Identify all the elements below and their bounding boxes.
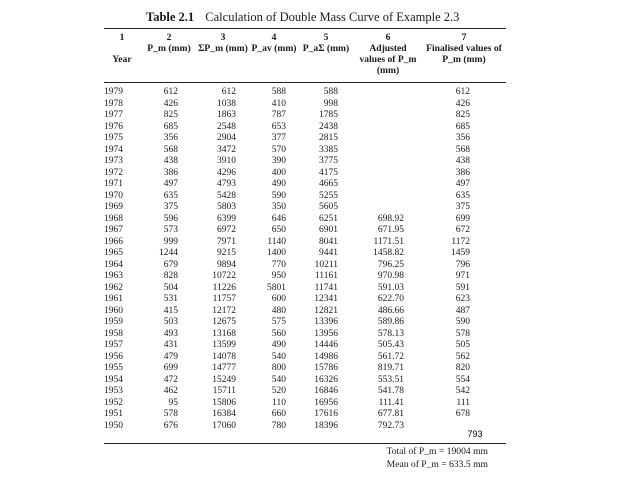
top-rule — [104, 28, 506, 29]
cell-sum-pm: 16384 — [212, 409, 236, 419]
cell-sum-pm: 3472 — [217, 144, 236, 155]
table-row — [104, 317, 506, 329]
cell-finalised: 612 — [455, 87, 470, 97]
cell-finalised: 505 — [455, 340, 470, 350]
cell-adjusted: 819.71 — [377, 363, 404, 373]
cell-year: 1961 — [104, 294, 123, 304]
cell-pm: 415 — [163, 305, 178, 316]
cell-sum-pm: 6972 — [217, 225, 236, 235]
cell-sum-pm: 12675 — [212, 317, 236, 327]
cell-pav: 400 — [271, 167, 286, 178]
cell-pm: 375 — [163, 202, 178, 212]
cell-pm: 825 — [163, 110, 178, 120]
cell-sum-pm: 10722 — [212, 271, 236, 281]
cell-pa-sum: 4665 — [319, 179, 338, 189]
cell-adjusted: 792.73 — [377, 420, 404, 431]
cell-year: 1964 — [104, 259, 123, 270]
cell-sum-pm: 17060 — [212, 420, 236, 431]
cell-pav: 800 — [271, 363, 286, 373]
col-header-pa-sum: 5 P_aΣ (mm) — [302, 32, 350, 54]
cell-year: 1979 — [104, 87, 123, 97]
cell-pa-sum: 588 — [323, 87, 338, 97]
cell-pa-sum: 16326 — [314, 374, 338, 385]
table-row — [104, 283, 506, 295]
cell-sum-pm: 15806 — [212, 397, 236, 408]
cell-pa-sum: 17616 — [314, 409, 338, 419]
cell-pav: 600 — [271, 294, 286, 304]
cell-adjusted: 1171.51 — [373, 236, 404, 247]
cell-pa-sum: 12341 — [314, 294, 338, 304]
cell-sum-pm: 11757 — [212, 294, 236, 304]
cell-year: 1967 — [104, 225, 123, 235]
cell-pm: 531 — [163, 294, 178, 304]
cell-adjusted: 578.13 — [377, 328, 404, 339]
table-row — [104, 191, 506, 203]
col-header-pm: 2 P_m (mm) — [147, 32, 191, 54]
cell-pa-sum: 5605 — [319, 202, 338, 212]
footer-total: Total of P_m = 19004 mm — [386, 446, 488, 457]
cell-finalised: 562 — [455, 351, 470, 362]
cell-year: 1974 — [104, 144, 123, 155]
cell-year: 1960 — [104, 305, 123, 316]
cell-pav: 350 — [271, 202, 286, 212]
cell-sum-pm: 14777 — [212, 363, 236, 373]
cell-pav: 575 — [271, 317, 286, 327]
cell-year: 1956 — [104, 351, 123, 362]
cell-sum-pm: 14078 — [212, 351, 236, 362]
cell-pav: 490 — [271, 340, 286, 350]
table-row — [104, 375, 506, 387]
cell-pav: 480 — [271, 305, 286, 316]
cell-year: 1975 — [104, 133, 123, 143]
cell-year: 1962 — [104, 282, 123, 293]
cell-year: 1976 — [104, 121, 123, 132]
cell-pav: 490 — [271, 179, 286, 189]
cell-finalised: 497 — [455, 179, 470, 189]
table-row — [104, 329, 506, 341]
cell-finalised: 1172 — [451, 236, 470, 247]
table-body — [104, 87, 506, 432]
table-row — [104, 248, 506, 260]
table-row — [104, 179, 506, 191]
cell-adjusted: 671.95 — [377, 225, 404, 235]
cell-finalised: 111 — [456, 397, 470, 408]
cell-finalised: 578 — [455, 328, 470, 339]
col-header-pav: 4 P_av (mm) — [251, 32, 297, 54]
cell-year: 1978 — [104, 98, 123, 109]
cell-finalised: 542 — [455, 386, 470, 396]
table-row — [104, 99, 506, 111]
table-row — [104, 271, 506, 283]
table-row — [104, 363, 506, 375]
cell-finalised: 678 — [455, 409, 470, 419]
cell-year: 1970 — [104, 190, 123, 201]
cell-pa-sum: 16846 — [314, 386, 338, 396]
cell-adjusted: 1458.82 — [373, 248, 404, 258]
cell-finalised: 623 — [455, 294, 470, 304]
cell-year: 1950 — [104, 420, 123, 431]
table-row — [104, 398, 506, 410]
cell-sum-pm: 2904 — [217, 133, 236, 143]
cell-sum-pm: 7971 — [217, 236, 236, 247]
cell-sum-pm: 4296 — [217, 167, 236, 178]
table-row — [104, 122, 506, 134]
cell-pm: 1244 — [159, 248, 178, 258]
col-header-finalised: 7 Finalised values of P_m (mm) — [426, 32, 502, 65]
table-row — [104, 409, 506, 421]
cell-pav: 540 — [271, 351, 286, 362]
cell-pm: 356 — [163, 133, 178, 143]
cell-pa-sum: 998 — [323, 98, 338, 109]
cell-adjusted: 591.03 — [377, 282, 404, 293]
cell-finalised: 825 — [455, 110, 470, 120]
cell-adjusted: 486.66 — [377, 305, 404, 316]
cell-year: 1963 — [104, 271, 123, 281]
cell-pm: 596 — [163, 213, 178, 224]
table-row — [104, 260, 506, 272]
cell-pav: 770 — [271, 259, 286, 270]
cell-sum-pm: 1038 — [217, 98, 236, 109]
cell-pa-sum: 11161 — [314, 271, 338, 281]
cell-finalised: 438 — [455, 156, 470, 166]
cell-adjusted: 796.25 — [377, 259, 404, 270]
table-row — [104, 156, 506, 168]
cell-pm: 828 — [163, 271, 178, 281]
cell-pav: 540 — [271, 374, 286, 385]
cell-pa-sum: 16956 — [314, 397, 338, 408]
cell-pav: 590 — [271, 190, 286, 201]
cell-finalised: 568 — [455, 144, 470, 155]
cell-pa-sum: 13956 — [314, 328, 338, 339]
cell-pa-sum: 2438 — [319, 121, 338, 132]
cell-adjusted: 553.51 — [377, 374, 404, 385]
cell-finalised: 635 — [455, 190, 470, 201]
cell-pm: 493 — [163, 328, 178, 339]
cell-pm: 503 — [163, 317, 178, 327]
cell-pav: 570 — [271, 144, 286, 155]
cell-adjusted: 970.98 — [377, 271, 404, 281]
cell-year: 1958 — [104, 328, 123, 339]
cell-year: 1977 — [104, 110, 123, 120]
cell-pm: 426 — [163, 98, 178, 109]
cell-pm: 497 — [163, 179, 178, 189]
col-header-adjusted: 6 Adjusted values of P_m (mm) — [359, 32, 417, 76]
cell-sum-pm: 13599 — [212, 340, 236, 350]
table-row — [104, 214, 506, 226]
cell-finalised: 356 — [455, 133, 470, 143]
table-row — [104, 168, 506, 180]
cell-sum-pm: 612 — [221, 87, 236, 97]
cell-pm: 479 — [163, 351, 178, 362]
cell-adjusted: 505.43 — [377, 340, 404, 350]
footer-mean: Mean of P_m = 633.5 mm — [386, 459, 488, 470]
table-row — [104, 421, 506, 433]
cell-adjusted: 622.70 — [377, 294, 404, 304]
table-row — [104, 352, 506, 364]
cell-year: 1973 — [104, 156, 123, 166]
cell-pav: 377 — [271, 133, 286, 143]
cell-pa-sum: 10211 — [314, 259, 338, 270]
table-row — [104, 237, 506, 249]
cell-sum-pm: 4793 — [217, 179, 236, 189]
cell-year: 1971 — [104, 179, 123, 189]
cell-adjusted: 698.92 — [377, 213, 404, 224]
cell-adjusted: 589.86 — [377, 317, 404, 327]
table-row — [104, 202, 506, 214]
cell-pm: 472 — [163, 374, 178, 385]
table-number: Table 2.1 — [146, 10, 195, 24]
table-caption: Calculation of Double Mass Curve of Example 2.3 — [205, 10, 460, 24]
cell-sum-pm: 11226 — [212, 282, 236, 293]
cell-year: 1966 — [104, 236, 123, 247]
cell-finalised: 591 — [455, 282, 470, 293]
cell-finalised: 820 — [455, 363, 470, 373]
cell-pav: 390 — [271, 156, 286, 166]
cell-finalised: 796 — [455, 259, 470, 270]
cell-year: 1968 — [104, 213, 123, 224]
cell-year: 1972 — [104, 167, 123, 178]
cell-pm: 573 — [163, 225, 178, 235]
cell-pa-sum: 11741 — [314, 282, 338, 293]
cell-pav: 5801 — [267, 282, 286, 293]
cell-pav: 653 — [271, 121, 286, 132]
cell-pa-sum: 1785 — [319, 110, 338, 120]
cell-adjusted: 677.81 — [377, 409, 404, 419]
cell-pa-sum: 14446 — [314, 340, 338, 350]
cell-pa-sum: 2815 — [319, 133, 338, 143]
cell-pav: 646 — [271, 213, 286, 224]
cell-sum-pm: 5803 — [217, 202, 236, 212]
cell-pm: 685 — [163, 121, 178, 132]
cell-adjusted: 541.78 — [377, 386, 404, 396]
cell-pa-sum: 15786 — [314, 363, 338, 373]
cell-year: 1955 — [104, 363, 123, 373]
table-row — [104, 145, 506, 157]
cell-pm: 612 — [163, 87, 178, 97]
cell-pav: 660 — [271, 409, 286, 419]
cell-year: 1959 — [104, 317, 123, 327]
cell-pa-sum: 6901 — [319, 225, 338, 235]
cell-year: 1952 — [104, 397, 123, 408]
cell-finalised: 386 — [455, 167, 470, 178]
cell-pm: 95 — [168, 397, 178, 408]
table-row — [104, 225, 506, 237]
cell-pa-sum: 18396 — [314, 420, 338, 431]
cell-finalised: 685 — [455, 121, 470, 132]
cell-finalised: 426 — [455, 98, 470, 109]
cell-sum-pm: 9215 — [217, 248, 236, 258]
cell-pa-sum: 9441 — [319, 248, 338, 258]
table-row — [104, 294, 506, 306]
cell-pa-sum: 13396 — [314, 317, 338, 327]
cell-finalised: 590 — [455, 317, 470, 327]
cell-pm: 676 — [163, 420, 178, 431]
cell-finalised: 1459 — [451, 248, 470, 258]
cell-pm: 438 — [163, 156, 178, 166]
table-title — [146, 10, 459, 25]
cell-pm: 431 — [163, 340, 178, 350]
cell-adjusted: 111.41 — [378, 397, 404, 408]
cell-year: 1969 — [104, 202, 123, 212]
overlay-value-box: 793 — [451, 428, 499, 441]
cell-sum-pm: 1863 — [217, 110, 236, 120]
cell-pav: 560 — [271, 328, 286, 339]
cell-pm: 635 — [163, 190, 178, 201]
cell-year: 1951 — [104, 409, 123, 419]
bottom-rule — [104, 443, 506, 444]
table-row — [104, 110, 506, 122]
header-rule — [104, 82, 506, 83]
cell-pm: 578 — [163, 409, 178, 419]
cell-sum-pm: 2548 — [217, 121, 236, 132]
cell-year: 1965 — [104, 248, 123, 258]
cell-pa-sum: 8041 — [319, 236, 338, 247]
cell-sum-pm: 12172 — [212, 305, 236, 316]
table-row — [104, 386, 506, 398]
cell-finalised: 699 — [455, 213, 470, 224]
cell-pa-sum: 6251 — [319, 213, 338, 224]
cell-pav: 588 — [271, 87, 286, 97]
cell-pa-sum: 4175 — [319, 167, 338, 178]
cell-pav: 1400 — [267, 248, 286, 258]
cell-pm: 462 — [163, 386, 178, 396]
cell-finalised: 375 — [455, 202, 470, 212]
cell-pa-sum: 5255 — [319, 190, 338, 201]
cell-finalised: 487 — [455, 305, 470, 316]
cell-year: 1954 — [104, 374, 123, 385]
cell-pm: 679 — [163, 259, 178, 270]
cell-pa-sum: 3385 — [319, 144, 338, 155]
cell-pav: 520 — [271, 386, 286, 396]
cell-sum-pm: 5428 — [217, 190, 236, 201]
cell-pav: 1140 — [267, 236, 286, 247]
cell-pm: 504 — [163, 282, 178, 293]
cell-pa-sum: 14986 — [314, 351, 338, 362]
table-row — [104, 133, 506, 145]
cell-year: 1953 — [104, 386, 123, 396]
cell-sum-pm: 15249 — [212, 374, 236, 385]
cell-pm: 999 — [163, 236, 178, 247]
cell-pav: 787 — [271, 110, 286, 120]
cell-pm: 386 — [163, 167, 178, 178]
cell-finalised: 554 — [455, 374, 470, 385]
cell-sum-pm: 3910 — [217, 156, 236, 166]
cell-pm: 568 — [163, 144, 178, 155]
cell-sum-pm: 15711 — [212, 386, 236, 396]
cell-pav: 650 — [271, 225, 286, 235]
col-header-sum-pm: 3 ΣP_m (mm) — [198, 32, 248, 54]
cell-finalised: 971 — [455, 271, 470, 281]
cell-sum-pm: 13168 — [212, 328, 236, 339]
table-row — [104, 87, 506, 99]
cell-pav: 780 — [271, 420, 286, 431]
cell-pav: 950 — [271, 271, 286, 281]
cell-finalised: 672 — [455, 225, 470, 235]
cell-sum-pm: 6399 — [217, 213, 236, 224]
cell-sum-pm: 9894 — [217, 259, 236, 270]
cell-pav: 110 — [272, 397, 286, 408]
cell-pa-sum: 3775 — [319, 156, 338, 166]
cell-adjusted: 561.72 — [377, 351, 404, 362]
cell-year: 1957 — [104, 340, 123, 350]
table-row — [104, 340, 506, 352]
cell-pav: 410 — [271, 98, 286, 109]
cell-pa-sum: 12821 — [314, 305, 338, 316]
cell-pm: 699 — [163, 363, 178, 373]
table-row — [104, 306, 506, 318]
col-header-year: 1 Year — [112, 32, 132, 65]
